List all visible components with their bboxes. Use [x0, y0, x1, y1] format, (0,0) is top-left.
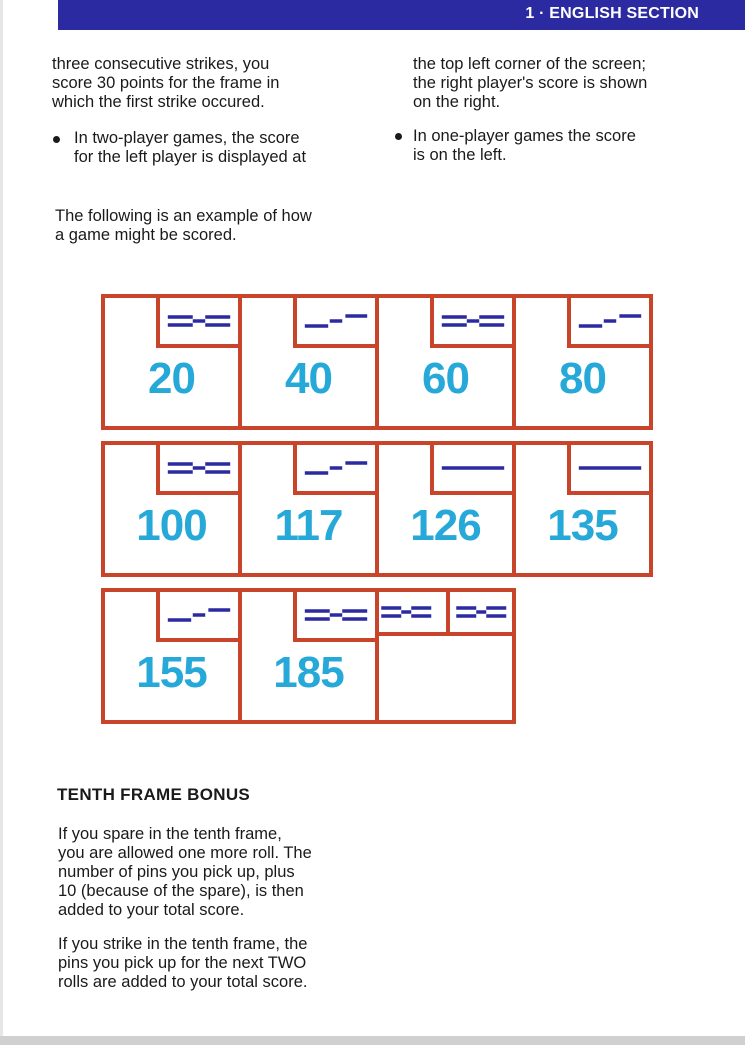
- right-bullet-line-1: In one-player games the score: [413, 127, 636, 145]
- left-paragraph-line-3: which the first strike occured.: [52, 93, 265, 111]
- paragraph-line: 10 (because of the spare), is then: [58, 882, 304, 900]
- score-frame: [375, 294, 516, 430]
- strike-mark: [160, 445, 238, 491]
- page-left-edge: [0, 0, 3, 1045]
- spare-mark: [160, 592, 238, 638]
- ball-mark-box: [293, 592, 375, 642]
- strike-mark: [434, 298, 512, 344]
- open-mark: [571, 445, 649, 491]
- spare-mark: [571, 298, 649, 344]
- spare-mark: [297, 298, 375, 344]
- frame-score: 135: [547, 501, 618, 550]
- score-frame: [101, 441, 242, 577]
- ball-mark-box: [293, 445, 375, 495]
- intro-line-2: a game might be scored.: [55, 226, 237, 244]
- strike-mark: [160, 298, 238, 344]
- right-paragraph-line-3: on the right.: [413, 93, 501, 111]
- paragraph-line: rolls are added to your total score.: [58, 973, 308, 991]
- right-paragraph-line-2: the right player's score is shown: [413, 74, 648, 92]
- frame-score: 100: [136, 501, 207, 550]
- frame-score: 40: [285, 354, 332, 403]
- spare-mark: [297, 445, 375, 491]
- page-bottom-edge: [0, 1036, 745, 1045]
- section-label: 1 · ENGLISH SECTION: [525, 5, 699, 22]
- ball-mark-box: [156, 445, 238, 495]
- score-frame: [238, 588, 379, 724]
- strike-mark: [450, 592, 513, 632]
- score-frame: [375, 441, 516, 577]
- left-bullet-line-2: for the left player is displayed at: [74, 148, 307, 166]
- frame-score: 155: [136, 648, 207, 697]
- paragraph-line: pins you pick up for the next TWO: [58, 954, 307, 972]
- ball-mark-box: [567, 445, 649, 495]
- frame-score: 117: [274, 501, 343, 550]
- tenth-frame-heading: TENTH FRAME BONUS: [57, 785, 251, 804]
- tenth-frame-mark-box: [446, 592, 513, 636]
- frame-score: 126: [410, 501, 481, 550]
- paragraph-line: If you spare in the tenth frame,: [58, 825, 282, 843]
- frame-score: 20: [148, 354, 195, 403]
- ball-mark-box: [430, 298, 512, 348]
- frame-score: 185: [273, 648, 344, 697]
- frame-score: 60: [422, 354, 469, 403]
- score-frame: [101, 588, 242, 724]
- ball-mark-box: [567, 298, 649, 348]
- right-paragraph-line-1: the top left corner of the screen;: [413, 55, 646, 73]
- paragraph-line: you are allowed one more roll. The: [58, 844, 312, 862]
- ball-mark-box: [430, 445, 512, 495]
- paragraph-line: number of pins you pick up, plus: [58, 863, 295, 881]
- intro-line-1: The following is an example of how: [55, 207, 312, 225]
- score-frame: [101, 294, 242, 430]
- left-bullet-line-1: In two-player games, the score: [74, 129, 300, 147]
- score-frame: [375, 588, 516, 724]
- score-frame: [512, 294, 653, 430]
- frame-score: 80: [559, 354, 606, 403]
- paragraph-line: If you strike in the tenth frame, the: [58, 935, 308, 953]
- right-bullet-line-2: is on the left.: [413, 146, 507, 164]
- bullet-dot: [53, 136, 60, 143]
- open-mark: [434, 445, 512, 491]
- left-paragraph-line-2: score 30 points for the frame in: [52, 74, 280, 92]
- score-frame: [238, 441, 379, 577]
- ball-mark-box: [156, 298, 238, 348]
- bullet-dot: [395, 133, 402, 140]
- score-frame: [512, 441, 653, 577]
- ball-mark-box: [293, 298, 375, 348]
- left-paragraph-line-1: three consecutive strikes, you: [52, 55, 270, 73]
- ball-mark-box: [156, 592, 238, 642]
- strike-mark: [375, 592, 438, 632]
- score-frame: [238, 294, 379, 430]
- strike-mark: [297, 592, 375, 638]
- section-header-bar: [58, 0, 745, 30]
- tenth-frame-mark-box: [375, 592, 446, 636]
- paragraph-line: added to your total score.: [58, 901, 245, 919]
